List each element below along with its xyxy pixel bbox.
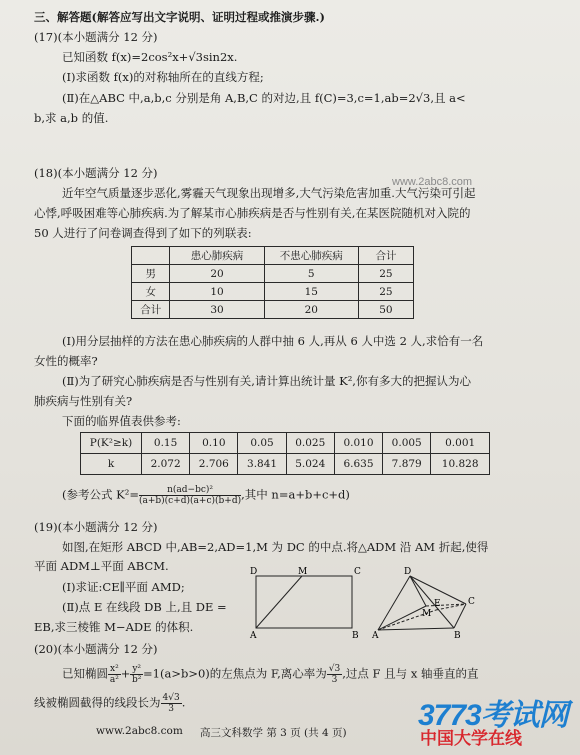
q20-heading: (20)(本小题满分 12 分) [34, 642, 158, 656]
q17-part2a: (Ⅱ)在△ABC 中,a,b,c 分别是角 A,B,C 的对边,且 f(C)=3,c=1,ab=2√3,且 a< [62, 91, 466, 105]
eccentricity-frac [327, 664, 342, 685]
table-cell: 50 [358, 301, 413, 319]
watermark-url: www.2abc8.com [392, 176, 473, 188]
fig-label: D [404, 567, 412, 577]
table-cell: 0.001 [431, 433, 490, 454]
q18-p3: 50 人进行了问卷调查得到了如下的列联表: [34, 226, 252, 240]
frac-den: b² [131, 675, 142, 685]
frac-den: 3 [331, 675, 338, 685]
frac-den: 3 [168, 704, 174, 714]
table-cell: k [81, 454, 142, 475]
table-cell: 男 [132, 265, 170, 283]
q19-heading: (19)(本小题满分 12 分) [34, 520, 158, 534]
frac-den: a² [109, 675, 119, 685]
table-cell: 5 [264, 265, 358, 283]
q20-suffix: ,过点 F 且与 x 轴垂直的直 [342, 666, 479, 681]
frac-num: √3 [328, 664, 341, 674]
fig-label: A [250, 631, 257, 640]
ellipse-x-term [108, 664, 121, 685]
table-cell: 20 [170, 265, 264, 283]
table-cell: 7.879 [383, 454, 431, 475]
q18-crit-intro: 下面的临界值表供参考: [62, 414, 181, 428]
fig-label: E [434, 599, 441, 609]
ellipse-y-term [130, 664, 143, 685]
table-cell: 10 [170, 283, 264, 301]
table-cell: 女 [132, 283, 170, 301]
q20-p2: 线被椭圆截得的线段长为 $\frac{4√3}{3}$ . [34, 693, 186, 714]
fig-label: A [372, 631, 379, 641]
q18-p1: 近年空气质量逐步恶化,雾霾天气现象出现增多,大气污染危害加重.大气污染可引起 [62, 186, 476, 200]
frac-num: x² [110, 664, 119, 674]
q18-p2: 心悸,呼吸困难等心肺疾病.为了解某市心肺疾病是否与性别有关,在某医院随机对入院的 [34, 206, 471, 220]
fig-label: C [468, 597, 475, 607]
table-cell: 0.005 [383, 433, 431, 454]
frac-num: 4√3 [162, 693, 180, 703]
formula-prefix: (参考公式 K²= [62, 487, 139, 502]
table-cell: 0.10 [190, 433, 238, 454]
site-logo [418, 690, 568, 750]
folded-figure [370, 566, 480, 642]
table-row [81, 454, 490, 475]
logo-line2: 中国大学在线 [420, 729, 522, 748]
q20-p1: 已知椭圆 $\frac{\text{x²}}{\text{a²}}$ + $\frac{\text{y²}}{\text{b²}}$ =1(a>b>0)的左焦点为 F,离心率为 $\frac{√3}{3}$ ,过点 F 且与 x 轴垂直的直 [62, 664, 479, 685]
q17-heading: (17)(本小题满分 12 分) [34, 30, 158, 44]
table-cell: 0.05 [238, 433, 286, 454]
q19-p1: 如图,在矩形 ABCD 中,AB=2,AD=1,M 为 DC 的中点.将△ADM 沿 AM 折起,使得 [62, 540, 489, 554]
table-cell: 2.072 [142, 454, 190, 475]
q20-prefix: 已知椭圆 [62, 666, 108, 681]
table-row [132, 301, 414, 319]
table-cell: 不患心肺疾病 [264, 247, 358, 265]
rectangle-figure [246, 566, 366, 640]
frac-num: y² [132, 664, 142, 674]
formula-fraction [139, 485, 241, 506]
table-cell: 0.010 [334, 433, 382, 454]
table-row [81, 433, 490, 454]
fig-label: D [250, 567, 258, 577]
logo-line1: 3773考试网 [418, 699, 568, 732]
q18-formula [62, 485, 350, 506]
footer-page: 高三文科数学 第 3 页 (共 4 页) [200, 727, 347, 739]
q17-line1: 已知函数 f(x)=2cos²x+√3sin2x. [62, 50, 238, 64]
q17-part2b: b,求 a,b 的值. [34, 111, 109, 125]
table-cell: 20 [264, 301, 358, 319]
segment-length-frac [161, 693, 182, 714]
table-cell: P(K²≥k) [81, 433, 142, 454]
critical-value-table [80, 432, 490, 475]
fig-label: B [352, 631, 359, 640]
q18-part2a: (Ⅱ)为了研究心肺疾病是否与性别有关,请计算出统计量 K²,你有多大的把握认为心 [62, 374, 471, 388]
table-cell: 0.15 [142, 433, 190, 454]
formula-den: (a+b)(c+d)(a+c)(b+d) [138, 496, 242, 506]
fig-label: M [422, 609, 432, 619]
fig-label: M [298, 567, 308, 577]
table-row [132, 265, 414, 283]
table-cell [132, 247, 170, 265]
table-cell: 0.025 [286, 433, 334, 454]
table-header-row [132, 247, 414, 265]
table-cell: 30 [170, 301, 264, 319]
q19-part2a: (Ⅱ)点 E 在线段 DB 上,且 DE = [62, 600, 227, 614]
table-cell: 10.828 [431, 454, 490, 475]
formula-num: n(ad−bc)² [139, 485, 241, 496]
q19-part1: (Ⅰ)求证:CE∥平面 AMD; [62, 580, 185, 594]
footer-url: www.2abc8.com [96, 725, 183, 737]
q20-mid: =1(a>b>0)的左焦点为 F,离心率为 [143, 666, 327, 681]
fig-label: C [354, 567, 361, 577]
fig-label: B [454, 631, 461, 641]
table-cell: 25 [358, 283, 413, 301]
table-cell: 合计 [132, 301, 170, 319]
table-cell: 15 [264, 283, 358, 301]
q18-part1a: (Ⅰ)用分层抽样的方法在患心肺疾病的人群中抽 6 人,再从 6 人中选 2 人,求恰有一名 [62, 334, 484, 348]
q19-p2: 平面 ADM⊥平面 ABCM. [34, 559, 169, 573]
table-cell: 25 [358, 265, 413, 283]
contingency-table [131, 246, 414, 319]
q18-heading: (18)(本小题满分 12 分) [34, 166, 158, 180]
q17-part1: (Ⅰ)求函数 f(x)的对称轴所在的直线方程; [62, 70, 264, 84]
formula-suffix: ,其中 n=a+b+c+d) [241, 487, 350, 502]
q18-part1b: 女性的概率? [34, 354, 98, 368]
table-cell: 患心肺疾病 [170, 247, 264, 265]
table-cell: 合计 [358, 247, 413, 265]
section-header: 三、解答题(解答应写出文字说明、证明过程或推演步骤.) [34, 10, 325, 24]
q18-part2b: 肺疾病与性别有关? [34, 394, 133, 408]
table-cell: 6.635 [334, 454, 382, 475]
table-row [132, 283, 414, 301]
table-cell: 5.024 [286, 454, 334, 475]
q20-p2-prefix: 线被椭圆截得的线段长为 [34, 695, 161, 710]
table-cell: 3.841 [238, 454, 286, 475]
table-cell: 2.706 [190, 454, 238, 475]
q19-part2b: EB,求三棱锥 M−ADE 的体积. [34, 620, 194, 634]
